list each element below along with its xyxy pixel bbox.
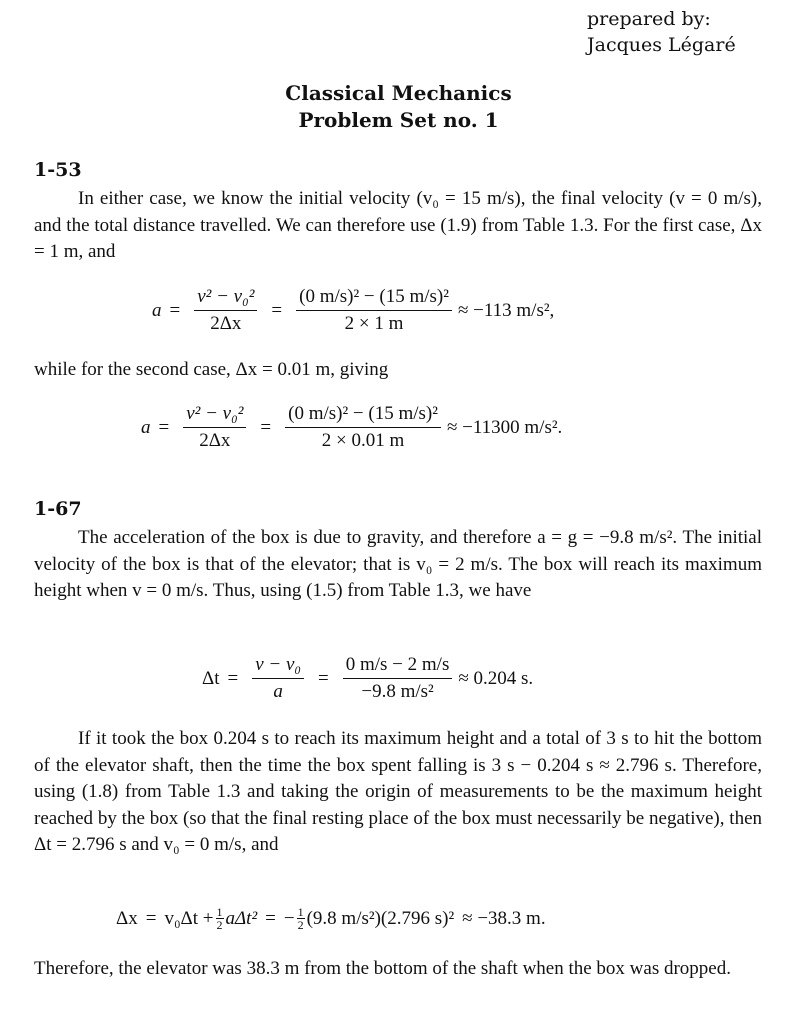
eq-result: ≈ −11300 m/s². [446, 416, 563, 438]
eq-result: ≈ −113 m/s², [457, 299, 555, 321]
problem-number-1-67: 1-67 [34, 498, 82, 520]
equation-1-53-a: a = $\frac{\text{v² − v₀²}}{2\Delta x}$ = $\frac{\text{(0 m/s)² − (15 m/s)²}}{2 \times 1 m}$ ≈ −113 m/s², [152, 286, 555, 334]
prepared-by-label: prepared by: [587, 8, 711, 30]
fraction: $\frac{\text{v − v₀}}{a}$ [252, 654, 304, 703]
title-course: Classical Mechanics [285, 81, 512, 105]
problem-1-53-second-case: while for the second case, Δx = 0.01 m, giving [34, 359, 389, 380]
title-problem-set: Problem Set no. 1 [298, 108, 499, 132]
equation-1-67-delta-x: Δx = v₀Δt + $\frac{1}{2}$ aΔt² = − $\frac{1}{2}$ (9.8 m/s²)(2.796 s)² ≈ −38.3 m. [116, 905, 546, 932]
fraction: $\frac{\text{(0 m/s)² − (15 m/s)²}}{2 \times 1 m}$ [296, 286, 452, 335]
paragraph-text: The acceleration of the box is due to gravity, and therefore a = g = −9.8 m/s². The initial velocity of the box is that of the elevator; that is v₀ = 2 m/s. The box will reach its maximum height when v = 0 m/s. Thus, using (1.5) from Table 1.3, we have [34, 527, 762, 602]
problem-1-67-intro [34, 525, 762, 605]
eq-lhs: Δx [116, 907, 138, 929]
author-name: Jacques Légaré [587, 34, 736, 56]
fraction-half: $\frac{1}{2}$ [216, 905, 223, 932]
equation-1-53-b: a = $\frac{\text{v² − v₀²}}{2\Delta x}$ = $\frac{\text{(0 m/s)² − (15 m/s)²}}{2 \times 0.01 m}$ ≈ −11300 m/s². [141, 403, 563, 451]
fraction: $\frac{0 m/s - 2 m/s}{\text{−9.8 m/s²}}$ [343, 654, 453, 703]
fraction: $\frac{\text{v² − v₀²}}{2\Delta x}$ [183, 403, 246, 452]
equation-1-67-delta-t: Δt = $\frac{\text{v − v₀}}{a}$ = $\frac{0 m/s - 2 m/s}{\text{−9.8 m/s²}}$ ≈ 0.204 s. [202, 654, 534, 702]
problem-1-67-conclusion: Therefore, the elevator was 38.3 m from the bottom of the shaft when the box was dropped. [34, 958, 731, 979]
eq-result: ≈ −38.3 m. [462, 907, 546, 929]
paragraph-text: If it took the box 0.204 s to reach its maximum height and a total of 3 s to hit the bottom of the elevator shaft, then the time the box spent falling is 3 s − 0.204 s ≈ 2.796 s. Therefore, using (1.8) from Table 1.3 and taking the origin of measurements to be the maximum height reached by the box (so that the final resting place of the box must necessarily be negative), then Δt = 2.796 s and v₀ = 0 m/s, and [34, 728, 762, 856]
eq-result: ≈ 0.204 s. [458, 667, 534, 689]
fraction: $\frac{\text{(0 m/s)² − (15 m/s)²}}{2 \times 0.01 m}$ [285, 403, 441, 452]
problem-number-1-53: 1-53 [34, 159, 82, 181]
problem-1-67-falling [34, 726, 762, 859]
eq-lhs: Δt [202, 667, 220, 689]
fraction: $\frac{\text{v² − v₀²}}{2\Delta x}$ [194, 286, 257, 335]
document-title [0, 80, 785, 134]
eq-lhs: a [152, 299, 162, 321]
paragraph-text: In either case, we know the initial velocity (v₀ = 15 m/s), the final velocity (v = 0 m/s), and the total distance travelled. We can therefore use (1.9) from Table 1.3. For the first case, Δx = 1 m, and [34, 188, 762, 263]
eq-lhs: a [141, 416, 151, 438]
problem-1-53-intro [34, 186, 762, 266]
fraction-half: $\frac{1}{2}$ [297, 905, 304, 932]
preparer-block [587, 6, 736, 58]
